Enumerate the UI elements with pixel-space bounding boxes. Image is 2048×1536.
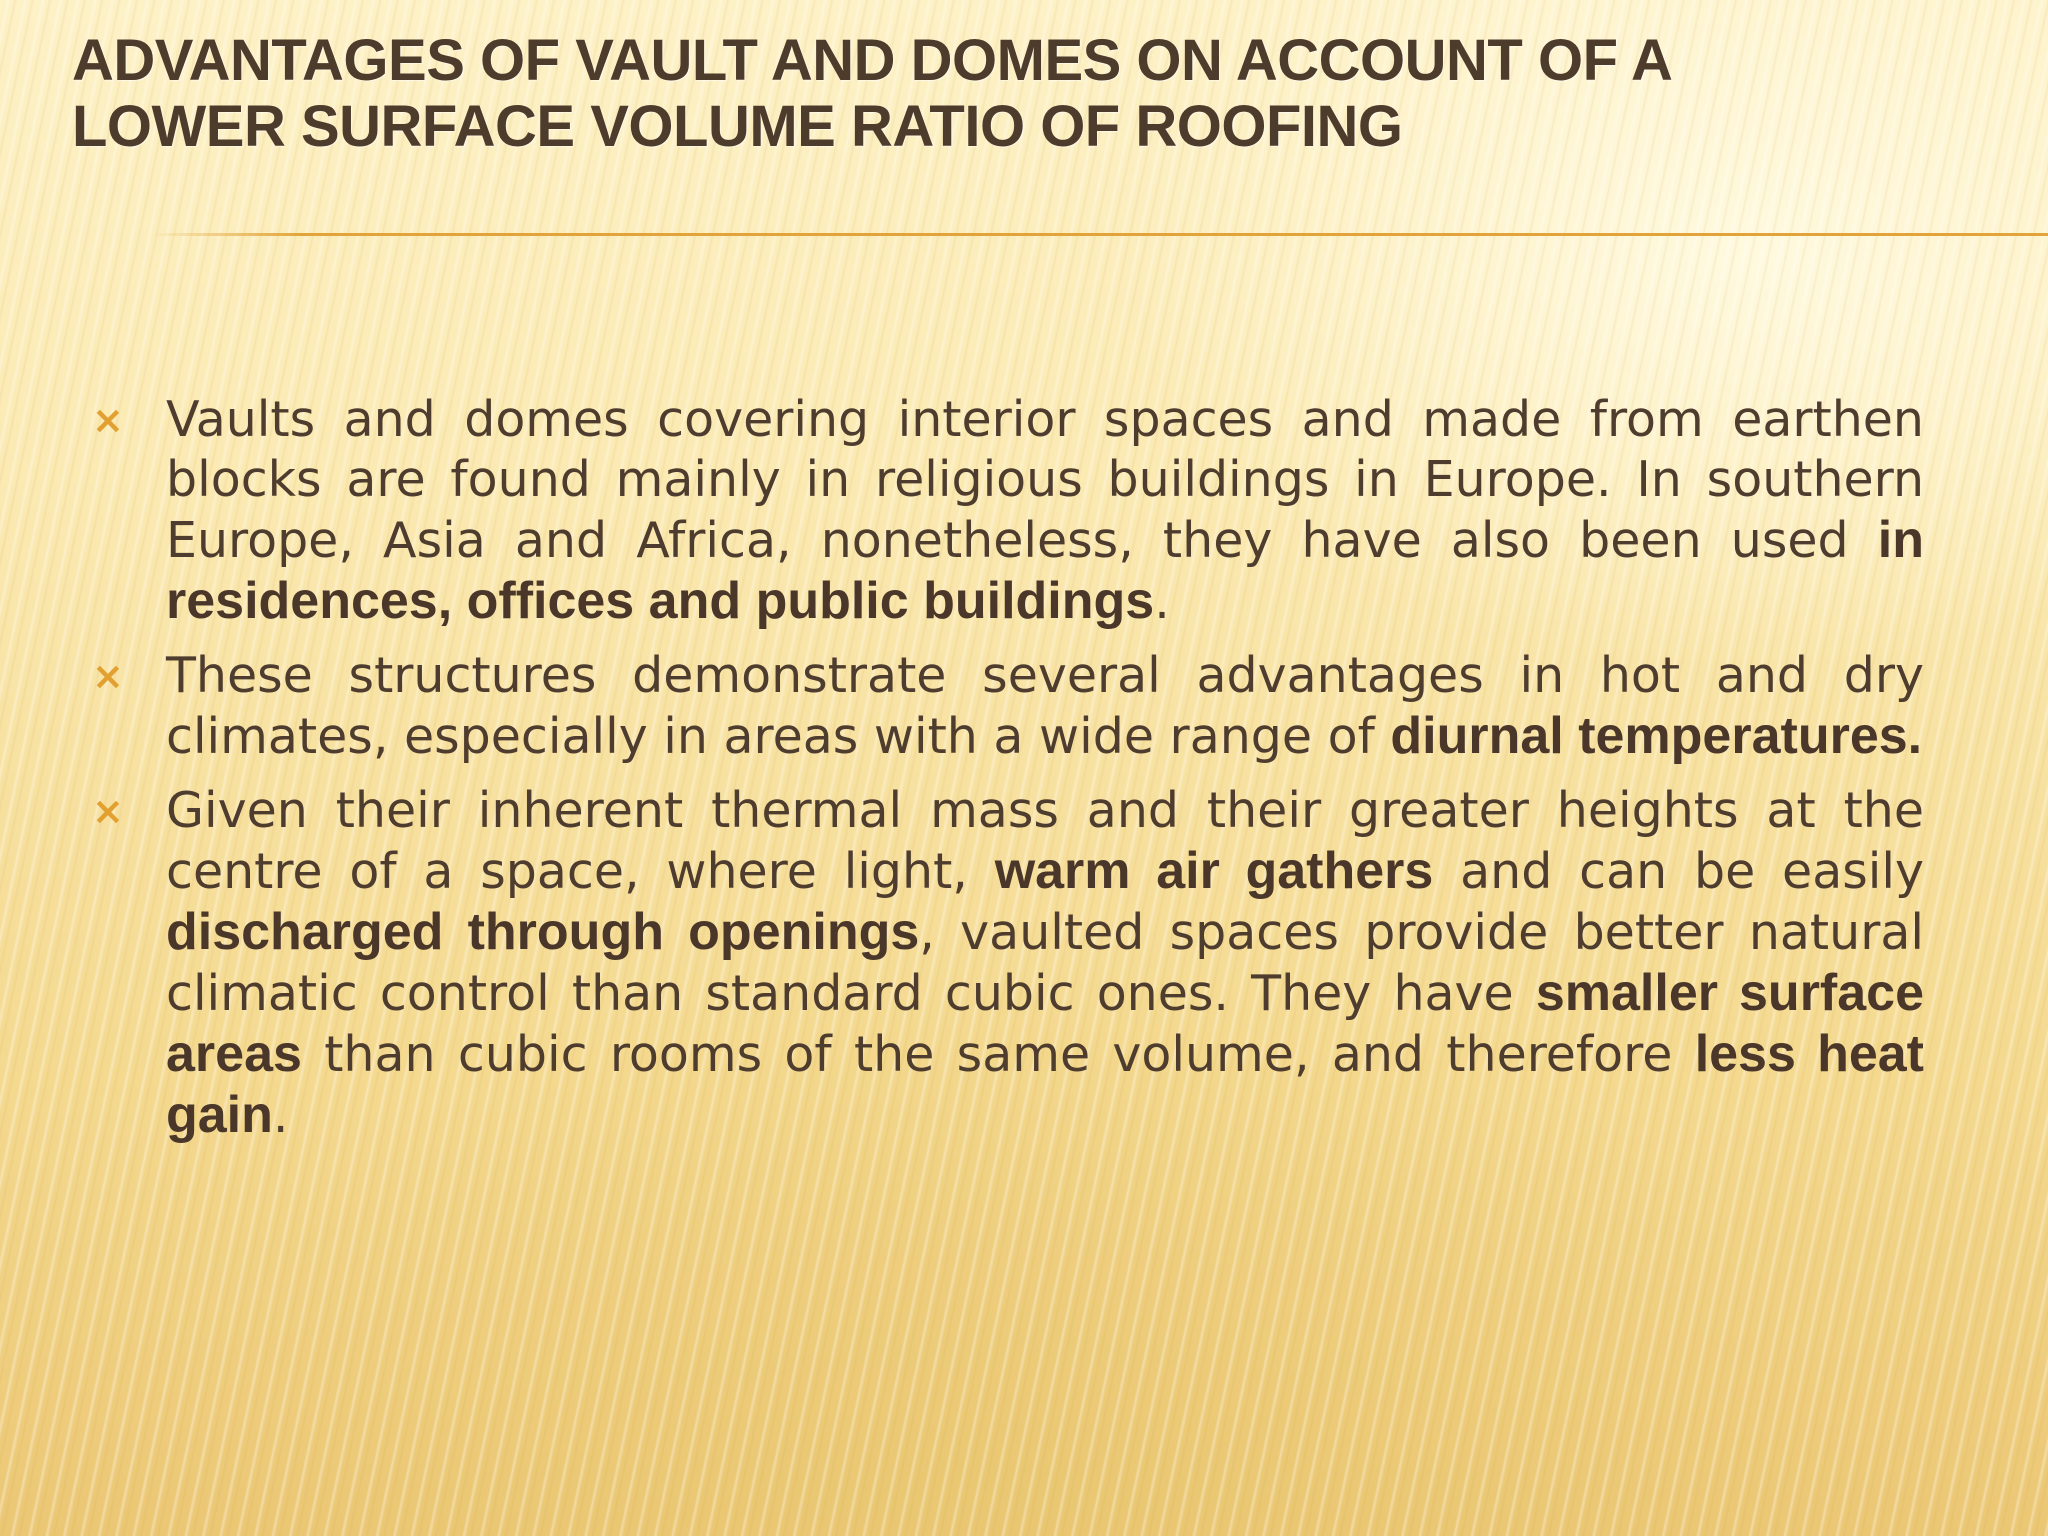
title-line-1: ADVANTAGES OF VAULT AND DOMES ON ACCOUNT OF A xyxy=(72,28,1673,93)
bullet-list xyxy=(92,390,1924,1160)
bullet-item-1 xyxy=(92,390,1924,632)
x-bullet-icon: × xyxy=(92,398,124,442)
bullet-2-bold-diurnal: diurnal temperatures. xyxy=(1390,707,1923,765)
x-bullet-icon: × xyxy=(92,654,124,698)
bullet-3-bold-heat-gain: less heat gain xyxy=(166,1025,1924,1144)
bullet-1-text: Vaults and domes covering interior spaces and made from earthen blocks are found mainly in religious buildings in Europe. In southern Europe, Asia and Africa, nonetheless, they have also been used xyxy=(166,391,1924,569)
bullet-item-3 xyxy=(92,781,1924,1146)
bullet-3-bold-discharged: discharged through openings xyxy=(166,903,920,961)
bullet-3-text-a: Given their inherent thermal mass and their greater heights at the centre of a space, where light, xyxy=(166,782,1924,900)
slide-title xyxy=(72,28,1992,160)
bullet-3-bold-warm-air: warm air gathers xyxy=(994,842,1434,900)
title-line-2: LOWER SURFACE VOLUME RATIO OF ROOFING xyxy=(72,94,1403,159)
bullet-3-text-d: than cubic rooms of the same volume, and therefore xyxy=(301,1026,1695,1083)
bullet-item-2 xyxy=(92,646,1924,767)
bullet-2-text: These structures demonstrate several advantages in hot and dry climates, especially in areas with a wide range of xyxy=(166,647,1924,765)
bullet-3-end: . xyxy=(272,1087,289,1144)
x-bullet-icon: × xyxy=(92,789,124,833)
title-divider xyxy=(150,233,2048,236)
bullet-3-bold-surface-areas: smaller surface areas xyxy=(166,964,1925,1083)
bullet-3-text-c: , vaulted spaces provide better natural climatic control than standard cubic ones. They have xyxy=(166,904,1924,1022)
bullet-1-end: . xyxy=(1154,573,1170,630)
bullet-3-text-b: and can be easily xyxy=(1433,843,1924,900)
bullet-1-bold-residences: in residences, offices and public buildings xyxy=(166,511,1924,630)
